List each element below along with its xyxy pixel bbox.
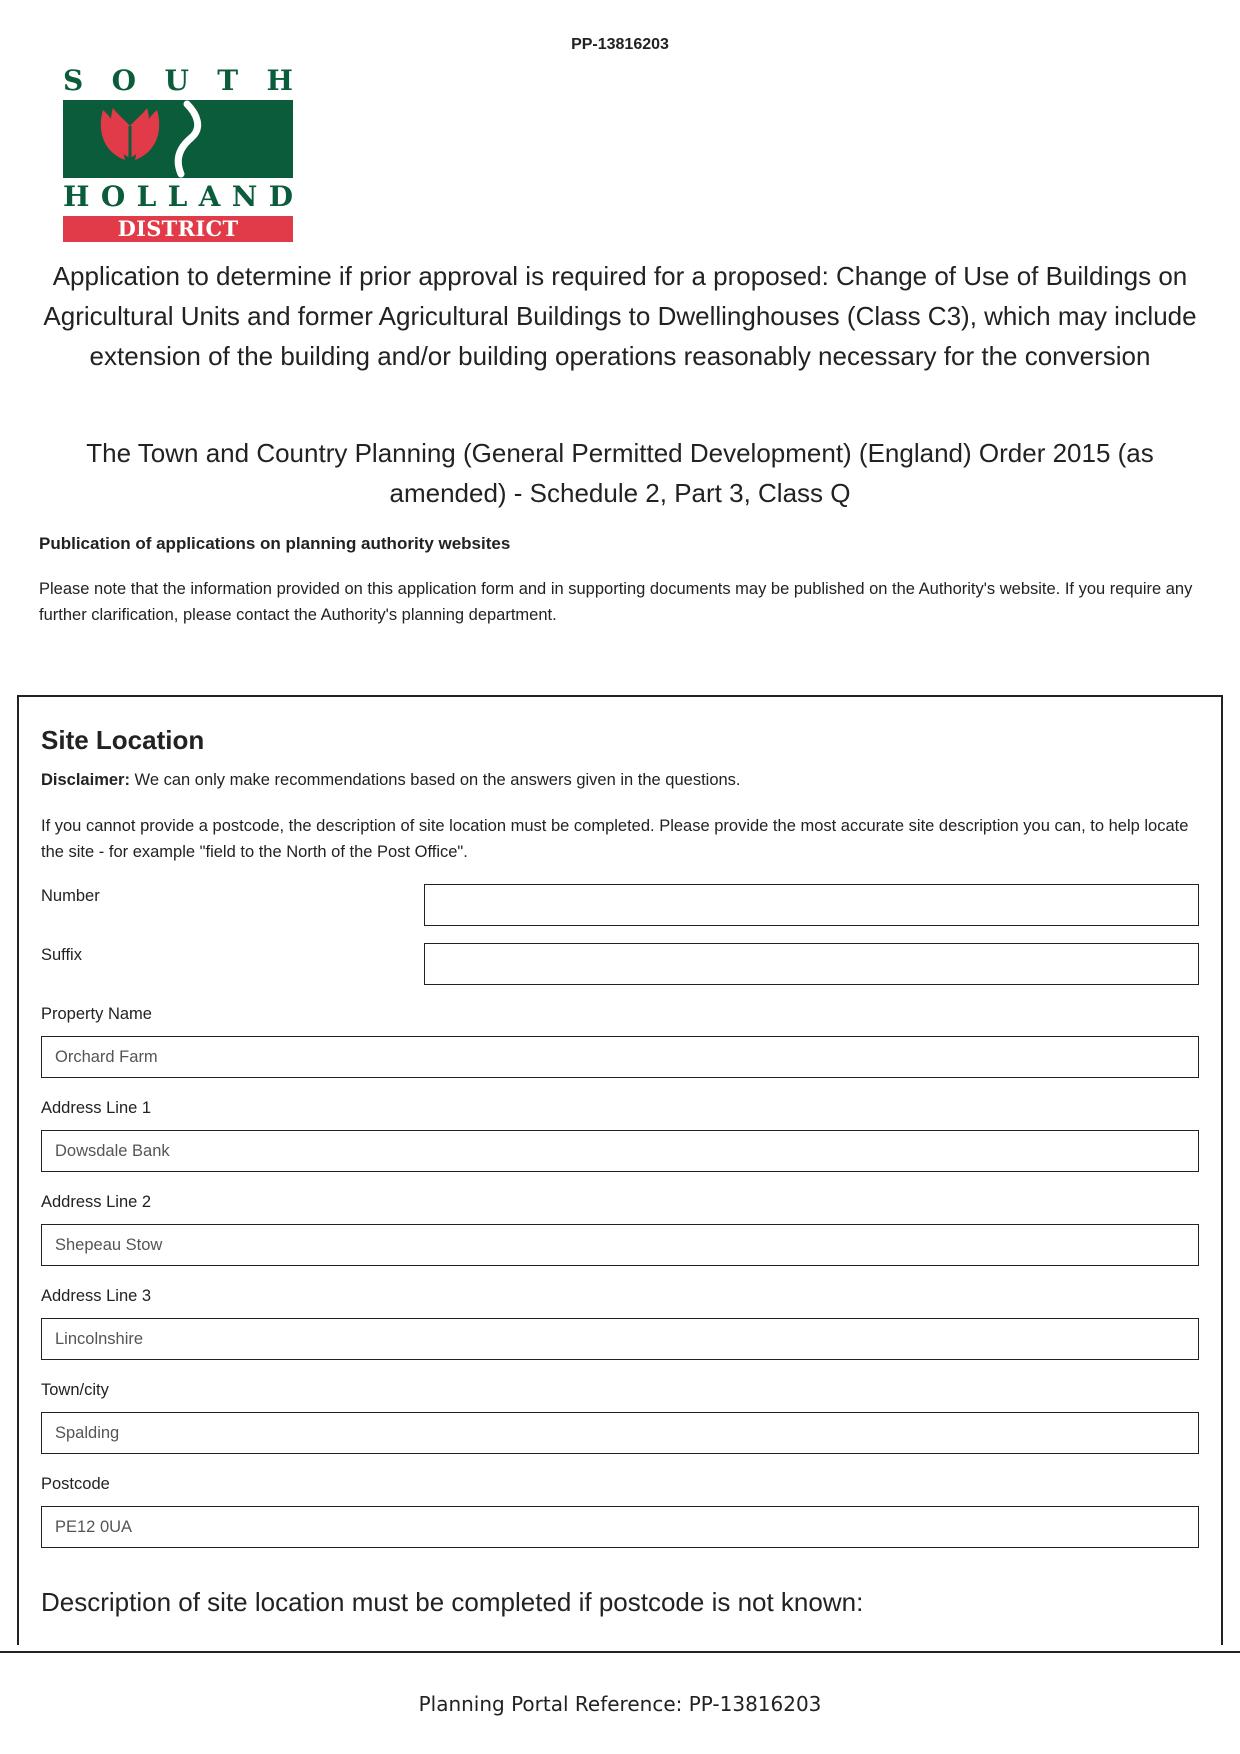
reference-header: PP-13816203 xyxy=(571,36,669,53)
footer-divider xyxy=(0,1651,1240,1653)
postcode-label: Postcode xyxy=(41,1475,110,1493)
property-name-label: Property Name xyxy=(41,1005,152,1023)
logo-holland-word: H O L L A N D xyxy=(63,180,293,213)
address-line-3-label: Address Line 3 xyxy=(41,1287,152,1305)
legislation-subtitle: The Town and Country Planning (General Permitted Development) (England) Order 2015 (as amended) - Schedule 2, Part 3, Class Q xyxy=(86,438,1154,508)
tulip-icon xyxy=(63,100,293,178)
site-location-section xyxy=(17,695,1223,1645)
town-field[interactable]: Spalding xyxy=(41,1412,1199,1454)
application-title: Application to determine if prior approval is required for a proposed: Change of Use of Buildings on Agricultural Units and former Agricultural Buildings to Dwellinghouses (Class C3), which may include extension of the building and/or building operations reasonably necessary for the conversion xyxy=(43,261,1197,371)
disclaimer-label: Disclaimer: xyxy=(41,771,130,789)
address-line-2-field[interactable]: Shepeau Stow xyxy=(41,1224,1199,1266)
description-heading: Description of site location must be completed if postcode is not known: xyxy=(41,1587,864,1617)
publication-text: Please note that the information provided on this application form and in supporting documents may be published on the Authority's website. If you require any further clarification, please contact the Authority's planning department. xyxy=(39,580,1193,624)
suffix-label: Suffix xyxy=(41,946,82,964)
publication-heading: Publication of applications on planning authority websites xyxy=(39,534,511,553)
disclaimer-text: We can only make recommendations based on the answers given in the questions. xyxy=(129,771,741,789)
logo-council-banner: DISTRICT COUNCIL xyxy=(63,216,293,242)
suffix-field[interactable] xyxy=(424,943,1199,985)
postcode-field[interactable]: PE12 0UA xyxy=(41,1506,1199,1548)
address-line-1-field[interactable]: Dowsdale Bank xyxy=(41,1130,1199,1172)
address-line-3-field[interactable]: Lincolnshire xyxy=(41,1318,1199,1360)
disclaimer xyxy=(41,771,741,790)
property-name-field[interactable]: Orchard Farm xyxy=(41,1036,1199,1078)
council-logo xyxy=(63,64,293,267)
number-field[interactable] xyxy=(424,884,1199,926)
number-label: Number xyxy=(41,887,100,905)
footer-reference: Planning Portal Reference: PP-13816203 xyxy=(418,1692,822,1716)
town-label: Town/city xyxy=(41,1381,109,1399)
address-line-2-label: Address Line 2 xyxy=(41,1193,152,1211)
site-instructions: If you cannot provide a postcode, the description of site location must be completed. Please provide the most accurate site description you can, to help locate the site - for example "field to the North of the Post Office". xyxy=(41,817,1189,861)
logo-south-word: S O U T H xyxy=(63,64,293,97)
section-title: Site Location xyxy=(41,725,205,755)
address-line-1-label: Address Line 1 xyxy=(41,1099,152,1117)
